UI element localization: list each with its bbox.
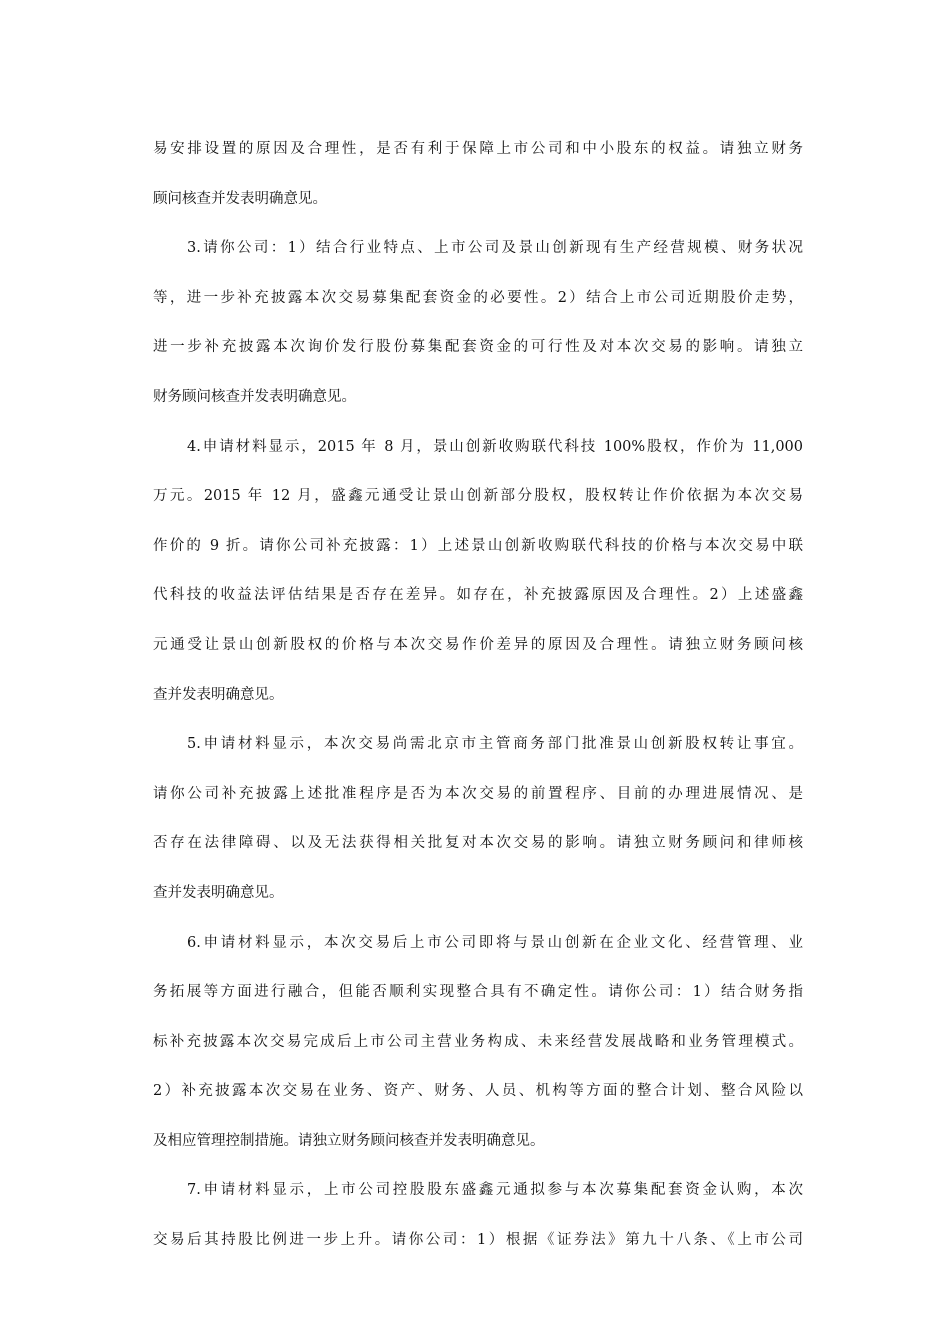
text-line: 元通受让景山创新股权的价格与本次交易作价差异的原因及合理性。请独立财务顾问核 (153, 636, 803, 653)
paragraph-item-3 (153, 224, 803, 422)
text-line: 3.请你公司：1）结合行业特点、上市公司及景山创新现有生产经营规模、财务状况 (187, 240, 803, 257)
text-line: 财务顾问核查并发表明确意见。 (153, 388, 356, 405)
text-line: 标补充披露本次交易完成后上市公司主营业务构成、未来经营发展战略和业务管理模式。 (153, 1033, 803, 1050)
paragraph-item-5 (153, 720, 803, 918)
text-line: 易安排设置的原因及合理性，是否有利于保障上市公司和中小股东的权益。请独立财务 (153, 141, 803, 157)
text-line: 进一步补充披露本次询价发行股份募集配套资金的可行性及对本次交易的影响。请独立 (153, 339, 803, 356)
text-line: 顾问核查并发表明确意见。 (153, 190, 327, 207)
text-line: 6.申请材料显示，本次交易后上市公司即将与景山创新在企业文化、经营管理、业 (187, 934, 803, 951)
text-line: 代科技的收益法评估结果是否存在差异。如存在，补充披露原因及合理性。2）上述盛鑫 (153, 587, 803, 604)
text-line: 请你公司补充披露上述批准程序是否为本次交易的前置程序、目前的办理进展情况、是 (153, 785, 803, 802)
paragraph-item-6 (153, 919, 803, 1167)
text-line: 查并发表明确意见。 (153, 686, 284, 703)
text-line: 及相应管理控制措施。请独立财务顾问核查并发表明确意见。 (153, 1132, 545, 1149)
text-line: 交易后其持股比例进一步上升。请你公司：1）根据《证券法》第九十八条、《上市公司 (153, 1232, 803, 1249)
paragraph-continuation (153, 125, 803, 224)
document-page (153, 125, 803, 1266)
text-line: 作价的 9 折。请你公司补充披露：1）上述景山创新收购联代科技的价格与本次交易中联 (153, 537, 803, 554)
paragraph-item-4 (153, 423, 803, 721)
text-line: 等，进一步补充披露本次交易募集配套资金的必要性。2）结合上市公司近期股价走势， (153, 289, 803, 306)
text-line: 4.申请材料显示，2015 年 8 月，景山创新收购联代科技 100%股权，作价为 11,000 (187, 438, 803, 455)
text-line: 否存在法律障碍、以及无法获得相关批复对本次交易的影响。请独立财务顾问和律师核 (153, 835, 803, 852)
text-line: 5.申请材料显示，本次交易尚需北京市主管商务部门批准景山创新股权转让事宜。 (187, 736, 803, 753)
text-line: 万元。2015 年 12 月，盛鑫元通受让景山创新部分股权，股权转让作价依据为本次交易 (153, 488, 803, 505)
paragraph-item-7 (153, 1166, 803, 1265)
text-line: 务拓展等方面进行融合，但能否顺利实现整合具有不确定性。请你公司：1）结合财务指 (153, 984, 803, 1001)
text-line: 2）补充披露本次交易在业务、资产、财务、人员、机构等方面的整合计划、整合风险以 (153, 1083, 803, 1100)
text-line: 7.申请材料显示，上市公司控股股东盛鑫元通拟参与本次募集配套资金认购，本次 (187, 1182, 803, 1199)
text-line: 查并发表明确意见。 (153, 884, 284, 901)
